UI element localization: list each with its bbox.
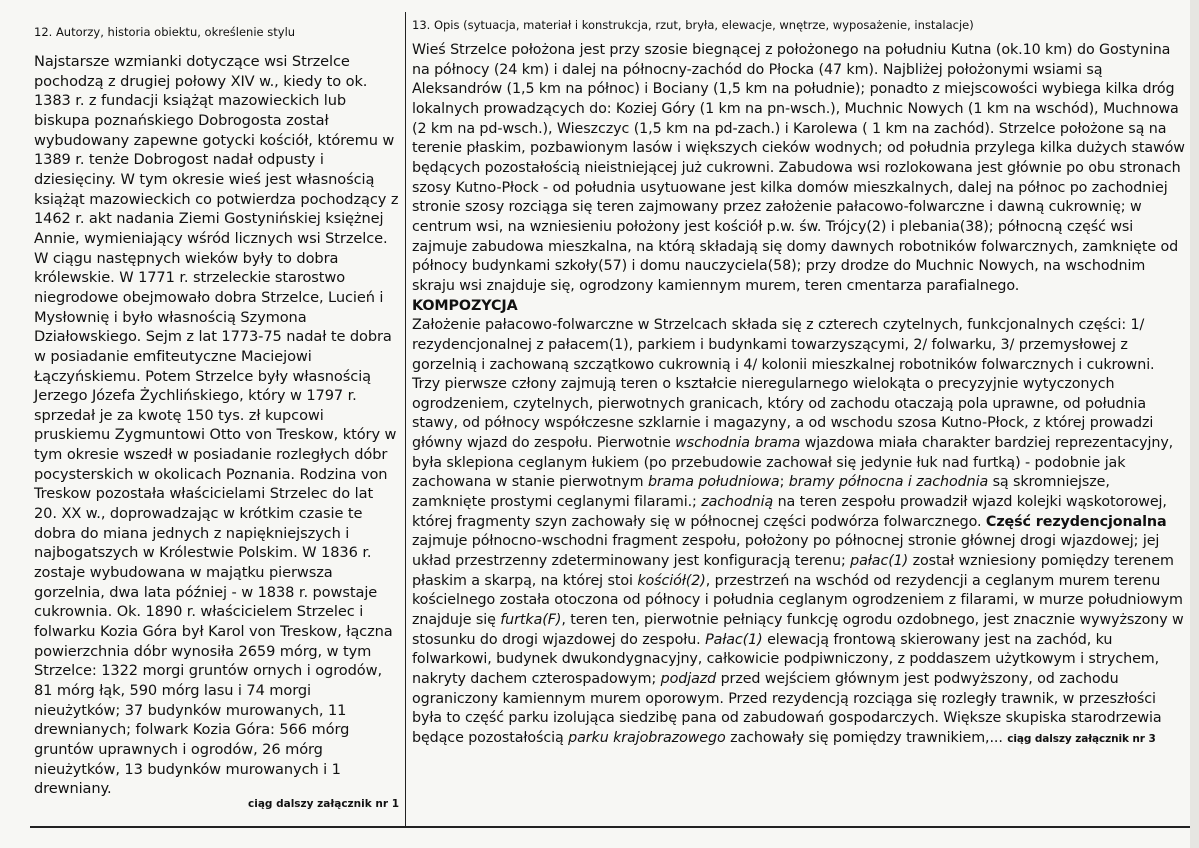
description-text (412, 41, 1186, 750)
composition-heading: KOMPOZYCJA (412, 297, 518, 314)
left-column (30, 12, 406, 826)
right-column (408, 12, 1190, 826)
location-paragraph: Wieś Strzelce położona jest przy szosie biegnącej z położonego na południu Kutna (ok.10 km) do Gostynina na północy (24 km) i dalej na północny-zachód do Płocka (47 km). Najbliżej położonymi wsiami są Aleksandrów (1,5 km na północ) i Bociany (1,5 km na południe); ponadto z miejscowości wybiega kilka dróg lokalnych prowadzących do: Koziej Góry (1 km na pn-wsch.), Muchnic Nowych (1 km na wschód), Muchnowa (2 km na pd-wsch.), Wieszczyc (1,5 km na pd-zach.) i Karolewa ( 1 km na zachód). Strzelce położone są na terenie płaskim, pozbawionym lasów i większych cieków wodnych; od południa przylega kilka dużych stawów będących pozostałością nieistniejącej już cukrowni. Zabudowa wsi rozlokowana jest głównie po obu stronach szosy Kutno-Płock - od południa usytuowane jest kilka domów mieszkalnych, dalej na północ po zachodniej stronie szosy rozciąga się teren zajmowany przez założenie pałacowo-folwarczne i dawną cukrownię; w centrum wsi, na wzniesieniu położony jest kościół p.w. św. Trójcy(2) i plebania(38); północną część wsi zajmuje zabudowa mieszkalna, na którą składają się domy dawnych robotników folwarcznych, zamknięte od północy budynkami szkoły(57) i domu nauczyciela(58); przy drodze do Muchnic Nowych, na wschodnim skraju wsi znajduje się, ogrodzony kamiennym murem, teren cmentarza parafialnego. (412, 42, 1185, 294)
continuation-note-1: ciąg dalszy załącznik nr 1 (248, 798, 399, 810)
composition-paragraph: Założenie pałacowo-folwarczne w Strzelcach składa się z czterech czytelnych, funkcjonalnych części: 1/ rezydencjonalnej z pałacem(1), parkiem i budynkami towarzyszącymi, 2/ folwarku, 3/ przemysłowej z gorzelnią i zachowaną szczątkowo cukrownią i 4/ kolonii mieszkalnej robotników folwarcznych i cukrowni. Trzy pierwsze człony zajmują teren o kształcie nieregularnego wielokąta o precyzyjnie wytyczonych ogrodzeniem, czytelnych, pierwotnych granicach, który od zachodu otaczają pola uprawne, od południa stawy, od północy współczesne szklarnie i magazyny, a od wschodu szosa Kutno-Płock, z której prowadzi główny wjazd do zespołu. Pierwotnie wschodnia brama wjazdowa miała charakter bardziej reprezentacyjny, była sklepiona ceglanym łukiem (po przebudowie zachował się jedynie łuk nad furtką) - podobnie jak zachowana w stanie pierwotnym brama południowa; bramy północna i zachodnia są skromniejsze, zamknięte prostymi ceglanymi filarami.; zachodnią na teren zespołu prowadził wjazd kolejki wąskotorowej, której fragmenty szyn zachowały się w północnej części podwórza folwarcznego. Część rezydencjonalna zajmuje północno-wschodni fragment zespołu, położony po północnej stronie głównej drogi wjazdowej; jej układ przestrzenny zdeterminowany jest konfiguracją terenu; pałac(1) został wzniesiony pomiędzy terenem płaskim a skarpą, na której stoi kościół(2), przestrzeń na wschód od rezydencji a ceglanym murem terenu kościelnego została otoczona od północy i południa ceglanym ogrodzeniem z filarami, w murze południowym znajduje się furtka(F), teren ten, pierwotnie pełniący funkcję ogrodu ozdobnego, jest znacznie wywyższony w stosunku do drogi wjazdowej do zespołu. Pałac(1) elewacją frontową skierowany jest na zachód, ku folwarkowi, budynek dwukondygnacyjny, całkowicie podpiwniczony, z poddaszem użytkowym i strychem, nakryty dachem czterospadowym; podjazd przed wejściem głównym jest podwyższony, od zachodu ograniczony kamiennym murem oporowym. Przed rezydencją rozciąga się rozległy trawnik, w przeszłości była to część parku izolująca siedzibę pana od zabudowań gospodarczych. Większe skupiska starodrzewia będące pozostałością parku krajobrazowego zachowały się pomiędzy trawnikiem,... ciąg dalszy załącznik nr 3 (412, 317, 1184, 746)
continuation-note-3: ciąg dalszy załącznik nr 3 (1007, 732, 1156, 745)
section-13-header: 13. Opis (sytuacja, materiał i konstrukcja, rzut, bryła, elewacje, wnętrze, wyposażenie, instalacje) (412, 18, 974, 32)
scan-edge (1190, 0, 1199, 848)
history-text (34, 52, 399, 799)
history-paragraph: Najstarsze wzmianki dotyczące wsi Strzelce pochodzą z drugiej połowy XIV w., kiedy to ok. 1383 r. z fundacji książąt mazowieckich lub biskupa poznańskiego Dobrogosta został wybudowany zapewne gotycki kościół, któremu w 1389 r. tenże Dobrogost nadał odpusty i dziesięciny. W tym okresie wieś jest własnością książąt mazowieckich co potwierdza pochodzący z 1462 r. akt nadania Ziemi Gostynińskiej księżnej Annie, wymieniający wśród licznych wsi Strzelce. W ciągu następnych wieków były to dobra królewskie. W 1771 r. strzeleckie starostwo niegrodowe obejmowało dobra Strzelce, Lucień i Mysłownię i było własnością Szymona Działowskiego. Sejm z lat 1773-75 nadał te dobra w posiadanie emfiteutyczne Maciejowi Łączyńskiemu. Potem Strzelce były własnością Jerzego Józefa Żychlińskiego, który w 1797 r. sprzedał je za kwotę 150 tys. zł kupcowi pruskiemu Zygmuntowi Otto von Treskow, który w tym okresie wszedł w posiadanie rozległych dóbr pocysterskich w okolicach Poznania. Rodzina von Treskow pozostała właścicielami Strzelec do lat 20. XX w., doprowadzając w krótkim czasie te dobra do miana jednych z napiękniejszych i najbogatszych w Królestwie Polskim. W 1836 r. zostaje wybudowana w majątku pierwsza gorzelnia, dwa lata później - w 1838 r. powstaje cukrownia. Ok. 1890 r. właścicielem Strzelec i folwarku Kozia Góra był Karol von Treskow, łączna powierzchnia dóbr wynosiła 2659 mórg, w tym Strzelce: 1322 morgi gruntów ornych i ogrodów, 81 mórg łąk, 590 mórg lasu i 74 morgi nieużytków; 37 budynków murowanych, 11 drewnianych; folwark Kozia Góra: 566 mórg gruntów uprawnych i ogrodów, 26 mórg nieużytków, 13 budynków murowanych i 1 drewniany. (34, 53, 399, 798)
section-12-header: 12. Autorzy, historia obiektu, określenie stylu (34, 25, 296, 39)
